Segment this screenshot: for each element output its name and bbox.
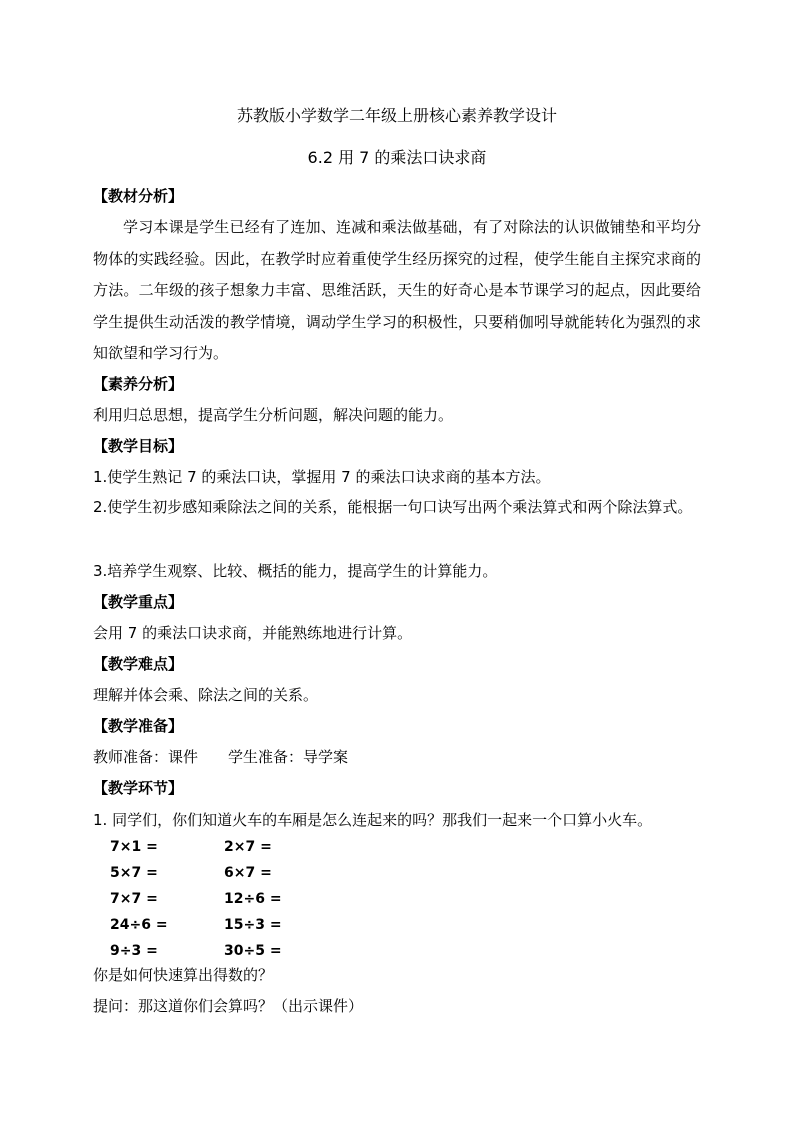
exercise-1-a: 7×1 =: [110, 839, 158, 855]
document-title: 苏教版小学数学二年级上册核心素养教学设计: [236, 106, 557, 125]
exercise-2-a: 5×7 =: [110, 865, 158, 881]
exercise-3-b: 12÷6 =: [224, 891, 282, 907]
process-heading: 【教学环节】: [93, 779, 184, 797]
exercise-1-b: 2×7 =: [224, 839, 272, 855]
goals-heading: 【教学目标】: [93, 437, 184, 455]
analysis-paragraph: 学习本课是学生已经有了连加、连减和乘法做基础，有了对除法的认识做铺垫和平均分物体的实践经验。因此，在教学时应着重使学生经历探究的过程，使学生能自主探究求商的方法。二年级的孩子想象力丰富、思维活跃，天生的好奇心是本节课学习的起点，因此要给学生提供生动活泼的教学情境，调动学生学习的积极性，只要稍伽吲导就能转化为强烈的求知欲望和学习行为。: [93, 218, 701, 362]
analysis-heading: 【教材分析】: [93, 187, 184, 205]
difficulties-text: 理解并体会乘、除法之间的关系。: [93, 686, 319, 704]
exercise-5-b: 30÷5 =: [224, 943, 282, 959]
preparation-heading: 【教学准备】: [93, 717, 184, 735]
process-intro: 1. 同学们，你们知道火车的车厢是怎么连起来的吗？那我们一起来一个口算小火车。: [93, 811, 653, 829]
key-points-text: 会用 7 的乘法口诀求商，并能熟练地进行计算。: [93, 624, 413, 642]
difficulties-heading: 【教学难点】: [93, 655, 184, 673]
goal-item-3: 3.培养学生观察、比较、概括的能力，提高学生的计算能力。: [93, 562, 498, 580]
teacher-preparation: 教师准备：课件: [93, 748, 199, 766]
preparation-line: [93, 747, 348, 767]
exercise-5-a: 9÷3 =: [110, 943, 158, 959]
exercise-4-b: 15÷3 =: [224, 917, 282, 933]
lesson-subtitle: 6.2 用 7 的乘法口诀求商: [307, 148, 487, 167]
exercise-3-a: 7×7 =: [110, 891, 158, 907]
student-preparation: 学生准备：导学案: [228, 748, 349, 766]
goal-item-1: 1.使学生熟记 7 的乘法口诀，掌握用 7 的乘法口诀求商的基本方法。: [93, 468, 551, 486]
exercise-4-a: 24÷6 =: [110, 917, 168, 933]
key-points-heading: 【教学重点】: [93, 593, 184, 611]
literacy-heading: 【素养分析】: [93, 375, 184, 393]
process-question: 你是如何快速算出得数的？: [93, 966, 274, 984]
process-prompt: 提问：那这道你们会算吗？（出示课件）: [93, 997, 364, 1015]
exercise-2-b: 6×7 =: [224, 865, 272, 881]
literacy-text: 利用归总思想，提高学生分析问题，解决问题的能力。: [93, 406, 454, 424]
goal-item-2: 2.使学生初步感知乘除法之间的关系，能根据一句口诀写出两个乘法算式和两个除法算式。: [93, 498, 693, 516]
